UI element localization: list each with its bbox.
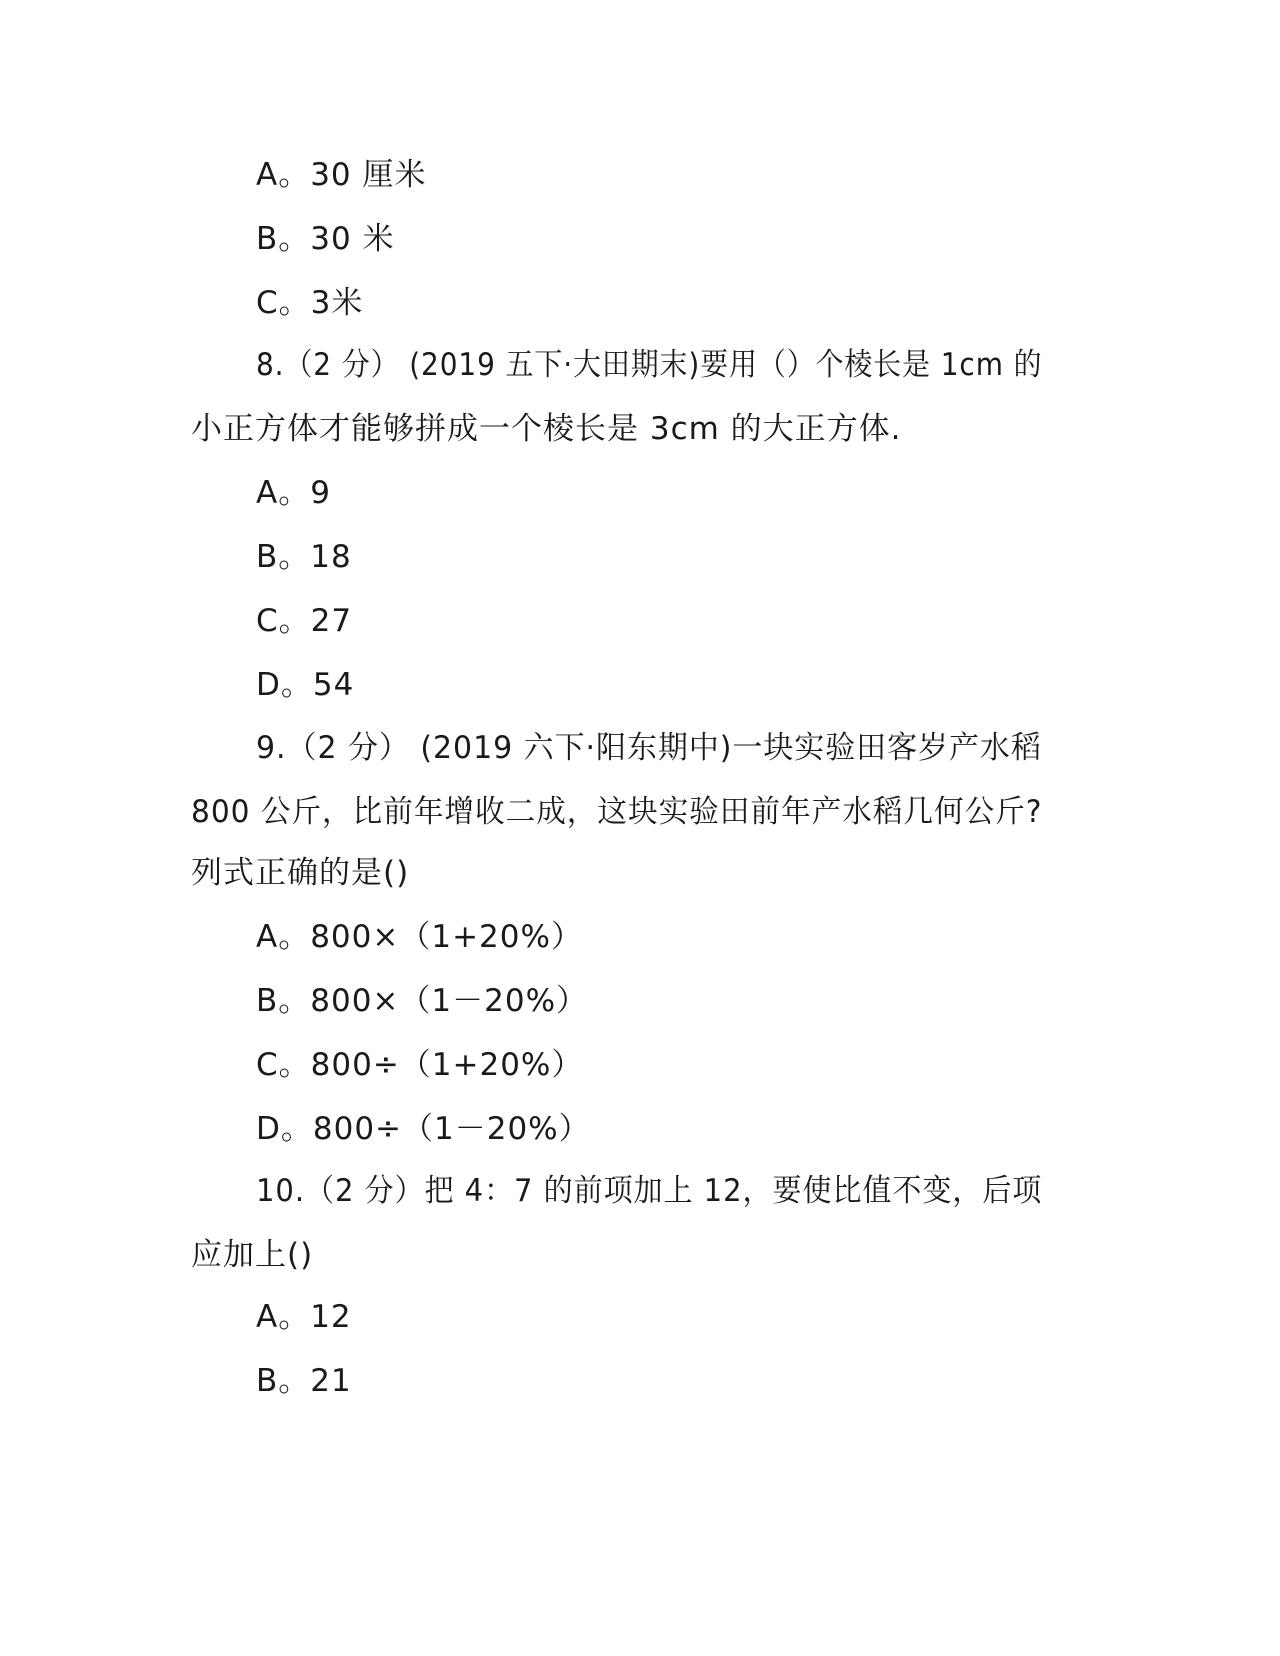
- q7-option-a: A。30 厘米: [256, 157, 427, 193]
- q9-option-d: D。800÷（1－20%）: [256, 1111, 591, 1147]
- q10-stem-line1: 10.（2 分）把 4：7 的前项加上 12，要使比值不变，后项: [256, 1173, 1043, 1209]
- q8-stem-line1: 8.（2 分） (2019 五下·大田期末)要用（）个棱长是 1cm 的: [256, 347, 1043, 383]
- q9-stem-line2: 800 公斤，比前年增收二成，这块实验田前年产水稻几何公斤?: [191, 794, 1043, 830]
- q8-option-d: D。54: [256, 667, 355, 703]
- q10-option-a: A。12: [256, 1299, 352, 1335]
- q10-stem-line2: 应加上(): [191, 1237, 314, 1273]
- q9-stem-line1: 9.（2 分） (2019 六下·阳东期中)一块实验田客岁产水稻: [256, 730, 1042, 766]
- q9-stem-line3: 列式正确的是(): [191, 855, 410, 891]
- q9-option-a: A。800×（1+20%）: [256, 919, 583, 955]
- q8-option-a: A。9: [256, 475, 331, 511]
- q8-option-c: C。27: [256, 603, 353, 639]
- q10-option-b: B。21: [256, 1363, 352, 1399]
- q7-option-c: C。3米: [256, 285, 364, 321]
- q7-option-b: B。30 米: [256, 221, 395, 257]
- q8-option-b: B。18: [256, 539, 352, 575]
- q9-option-b: B。800×（1－20%）: [256, 983, 589, 1019]
- q8-stem-line2: 小正方体才能够拼成一个棱长是 3cm 的大正方体.: [191, 411, 902, 447]
- q9-option-c: C。800÷（1+20%）: [256, 1047, 584, 1083]
